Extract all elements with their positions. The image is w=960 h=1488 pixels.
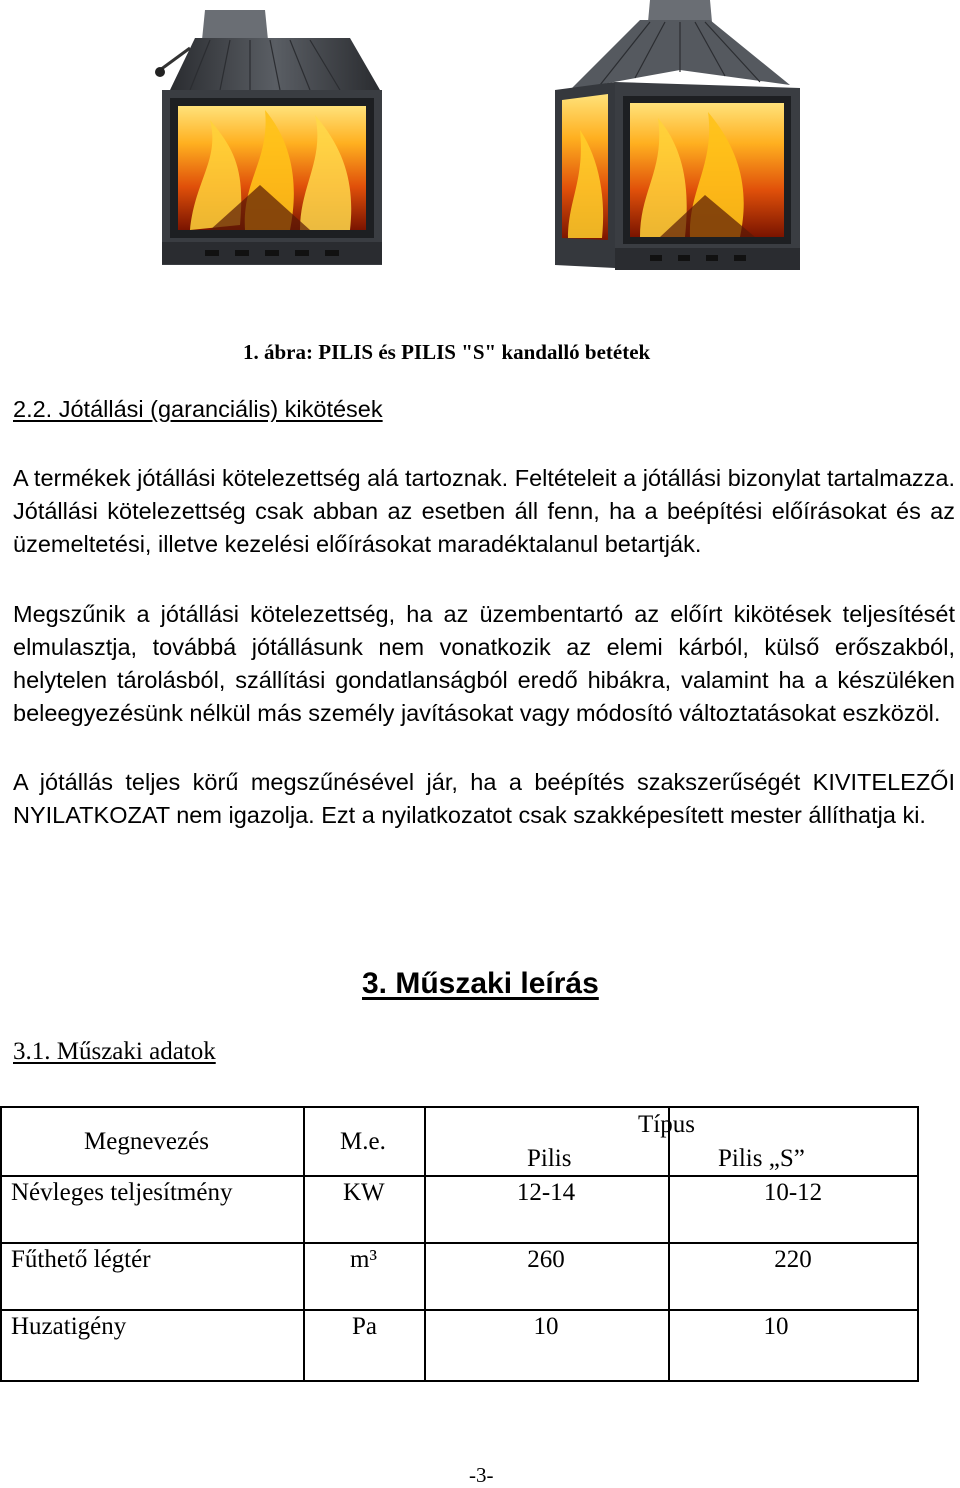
figure-caption: 1. ábra: PILIS és PILIS "S" kandalló betétek xyxy=(243,340,651,364)
section-heading-technical: 3. Műszaki leírás xyxy=(362,967,599,1000)
pilis-fireplace-image xyxy=(150,10,400,265)
section-subheading-technical-data: 3.1. Műszaki adatok xyxy=(13,1038,216,1065)
technical-data-table xyxy=(0,1106,919,1382)
row-pilis-s-value: 10-12 xyxy=(763,1179,823,1206)
table-header-unit: M.e. xyxy=(340,1128,386,1155)
row-unit: m³ xyxy=(350,1246,377,1273)
row-pilis-value: 260 xyxy=(527,1246,565,1273)
row-pilis-s-value: 10 xyxy=(763,1313,789,1340)
pilis-s-fireplace-image xyxy=(540,0,810,278)
row-name: Névleges teljesítmény xyxy=(11,1179,233,1206)
page-number: -3- xyxy=(469,1463,494,1487)
row-unit: Pa xyxy=(352,1313,377,1340)
table-header-type-pilis-s: Pilis „S” xyxy=(718,1145,805,1172)
table-header-name: Megnevezés xyxy=(84,1128,209,1155)
row-unit: KW xyxy=(343,1179,385,1206)
row-pilis-value: 12-14 xyxy=(516,1179,576,1206)
table-header-type-pilis: Pilis xyxy=(527,1145,572,1172)
warranty-paragraph-1: A termékek jótállási kötelezettség alá tartoznak. Feltételeit a jótállási bizonylat tartalmazza. Jótállási kötelezettség csak abban az esetben áll fenn, ha a beépítési előírásokat és az üzemeltetési, illetve kezelési előírásokat maradéktalanul betartják. xyxy=(13,465,955,557)
warranty-paragraph-2: Megszűnik a jótállási kötelezettség, ha az üzembentartó az előírt kikötések teljesítését elmulasztja, továbbá jótállásunk nem vonatkozik az elemi kárból, külső erőszakból, helytelen tárolásból, szállítási gondatlanságból eredő hibákra, valamint ha a készüléken beleegyezésünk nélkül más személy javításokat vagy módosító változtatásokat eszközöl. xyxy=(13,601,955,726)
row-pilis-value: 10 xyxy=(533,1313,559,1340)
table-header-type: Típus xyxy=(638,1111,695,1138)
row-name: Huzatigény xyxy=(11,1313,127,1340)
warranty-paragraph-3: A jótállás teljes körű megszűnésével jár, ha a beépítés szakszerűségét KIVITELEZŐI NYILATKOZAT nem igazolja. Ezt a nyilatkozatot csak szakképesített mester állíthatja ki. xyxy=(13,769,955,828)
row-name: Fűthető légtér xyxy=(11,1246,151,1273)
row-pilis-s-value: 220 xyxy=(774,1246,812,1273)
section-heading-warranty: 2.2. Jótállási (garanciális) kikötések xyxy=(13,396,383,422)
